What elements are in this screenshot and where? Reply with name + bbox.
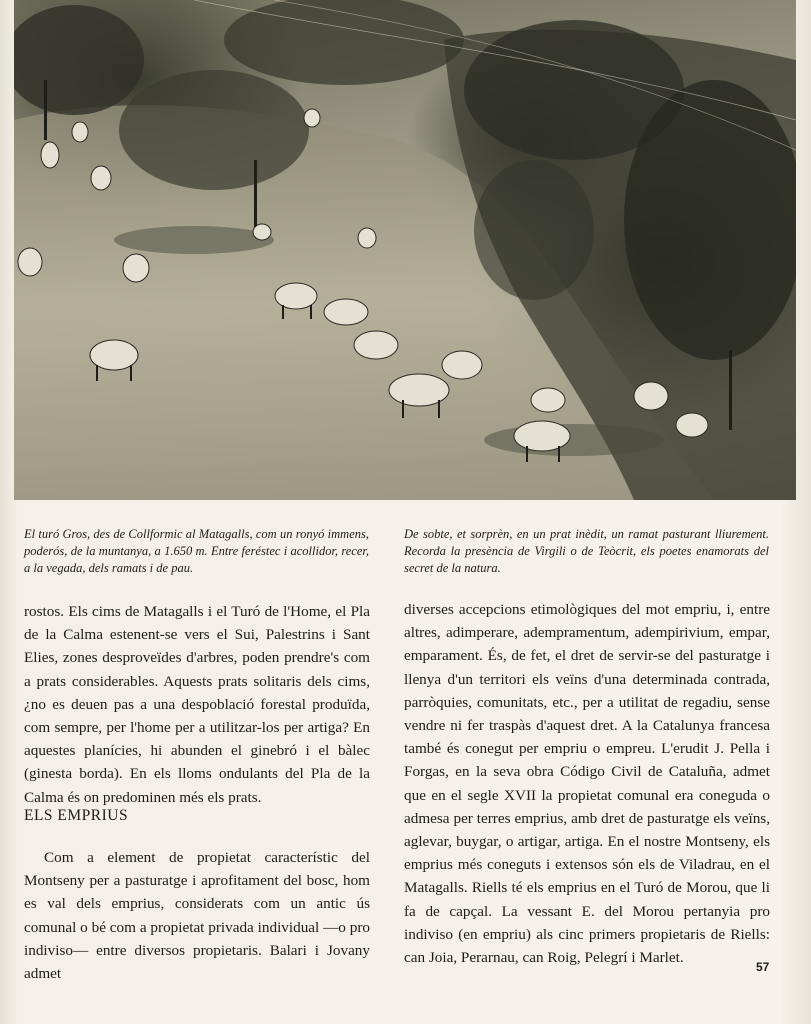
body-paragraph: rostos. Els cims de Matagalls i el Turó de l'Home, el Pla de la Calma estenent-se vers el Sui, Palestrins i Sant Elies, zones desproveïdes d'arbres, poden prendre's com a prats considerables. Aquests prats solitaris dels cims, ¿no es deuen pas a una despoblació forestal produïda, com sempre, per l'home per a utilitzar-los per artiga? En aquestes planícies, hi abunden el ginebró i el bàlec (ginesta borda). En els lloms ondulants del Pla de la Calma és on predominen més els prats. [24,603,370,806]
body-paragraph-right: diverses accepcions etimològiques del mot empriu, i, entre altres, adimperare, adempramentum, adempirivium, empar, emparament. És, de fet, el dret de servir-se del pasturatge i llenya d'un territori els veïns d'una determinada contrada, parròquies, comunitats, etc., per a utilitat de regadiu, sense vendre ni fer traspàs d'aquest dret. A la Catalunya francesa també és conegut per empriu o empreu. L'erudit J. Pella i Forgas, en la seva obra Código Civil de Cataluña, admet que en el segle XVII la propietat comunal era coneguda o admesa per terres emprius, amb dret de pasturatge els veïns, aglevar, buygar, o artigar, artiga. En el nostre Montseny, els emprius més coneguts i extensos són els de Viladrau, en el Matagalls. Riells té els emprius en el Turó de Morou, que li fa de capçal. La vessant E. del Morou pertanyia pro indiviso (en empriu) als cinc primers propietaris de Riells: can Joia, Perarnau, can Roig, Pelegrí i Marlet. [404,601,770,967]
section-heading: ELS EMPRIUS [24,807,129,824]
body-column-right [404,598,770,969]
body-column-left [24,600,370,809]
photo-caption-right: De sobte, et sorprèn, en un prat inèdit, un ramat pasturant lliurement. Recorda la presència de Virgili o de Teòcrit, els poetes enamorats del secret de la natura. [404,527,769,575]
photo-caption-left: El turó Gros, des de Collformic al Matagalls, com un ronyó immens, poderós, de la muntanya, a 1.650 m. Entre feréstec i acollidor, recer, a la vegada, dels ramats i de pau. [24,527,369,575]
photo-illustration [14,0,796,500]
section-paragraph: Com a element de propietat característic del Montseny per a pasturatge i aprofitament del bosc, hom es val dels emprius, considerats com un antic ús comunal o bé com a propietat privada individual —o pro indiviso— entre diversos propietaris. Balari i Jovany admet [24,849,370,983]
body-column-left-section [24,846,370,985]
page-number: 57 [756,960,770,974]
photograph-sheep-grazing [14,0,796,500]
